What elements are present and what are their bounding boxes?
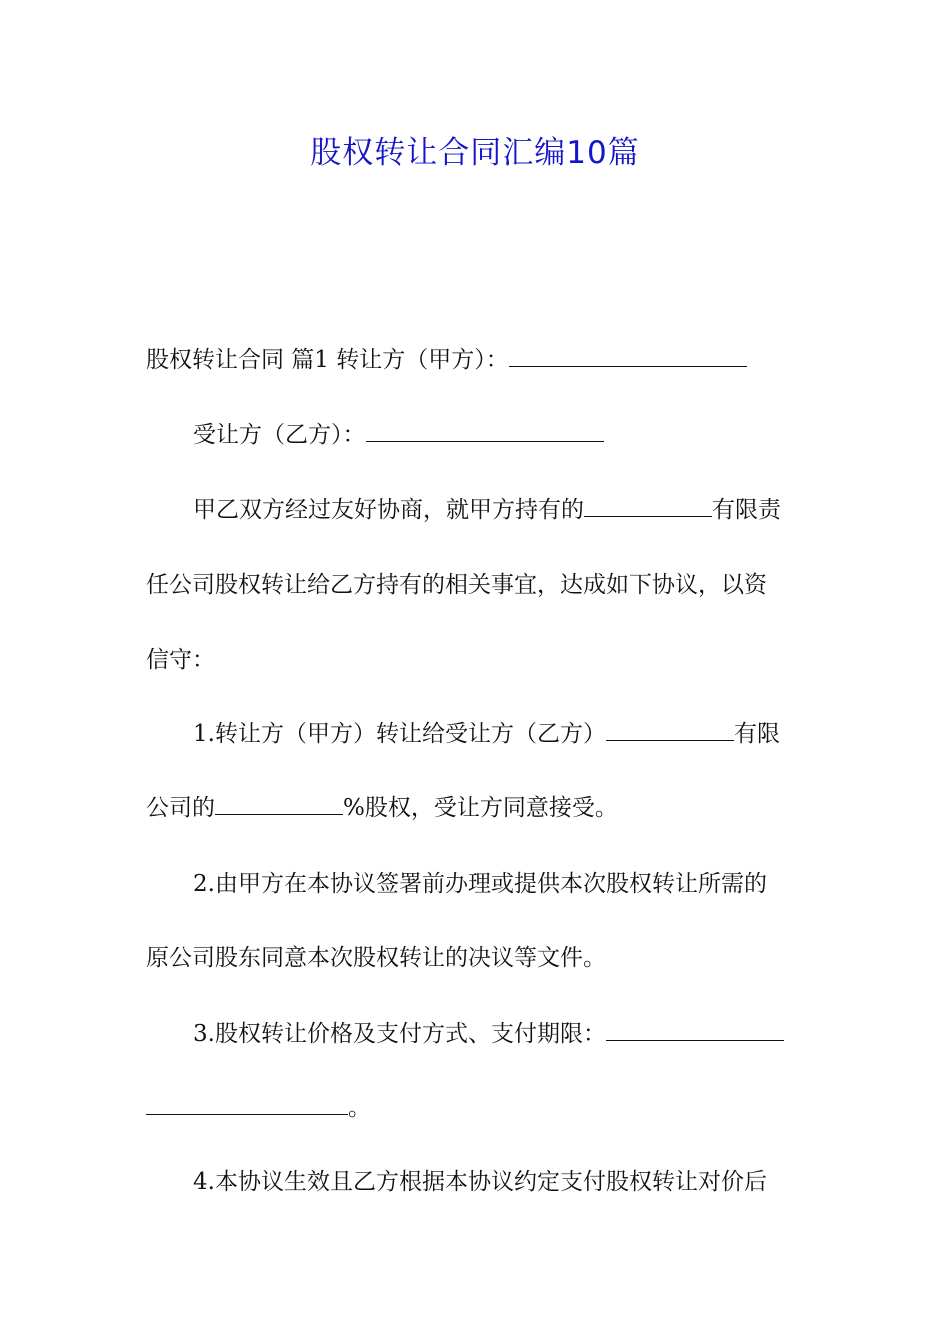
paragraph-line <box>193 490 853 530</box>
paragraph-line <box>193 1162 853 1202</box>
line-text: 1.转让方（甲方）转让给受让方（乙方） <box>193 721 606 747</box>
line-text: 甲乙双方经过友好协商，就甲方持有的 <box>193 497 584 523</box>
paragraph-line <box>193 415 853 455</box>
line-text: 2.由甲方在本协议签署前办理或提供本次股权转让所需的 <box>193 871 767 897</box>
paragraph-line <box>146 565 806 605</box>
fill-in-blank[interactable] <box>584 496 712 517</box>
paragraph-line <box>146 340 806 380</box>
line-text: 信守： <box>146 647 215 673</box>
fill-in-blank[interactable] <box>215 794 343 815</box>
line-text: 股权转让合同 篇1 转让方（甲方）： <box>146 347 509 373</box>
paragraph-line <box>146 938 806 978</box>
paragraph-line <box>146 788 806 828</box>
line-text: 有限责 <box>712 497 781 523</box>
line-text: 。 <box>348 1095 371 1121</box>
fill-in-blank[interactable] <box>366 421 604 442</box>
fill-in-blank[interactable] <box>606 1020 784 1041</box>
line-text: 有限 <box>733 721 780 747</box>
line-text: 任公司股权转让给乙方持有的相关事宜，达成如下协议，以资 <box>146 572 767 598</box>
line-text: %股权，受让方同意接受。 <box>343 795 618 821</box>
fill-in-blank[interactable] <box>509 346 747 367</box>
paragraph-line <box>193 714 853 754</box>
line-text: 原公司股东同意本次股权转让的决议等文件。 <box>146 945 606 971</box>
paragraph-line <box>193 1014 853 1054</box>
document-title: 股权转让合同汇编10篇 <box>310 135 640 171</box>
fill-in-blank[interactable] <box>606 720 734 741</box>
paragraph-line <box>146 640 806 680</box>
paragraph-line <box>146 1088 806 1128</box>
line-text: 公司的 <box>146 795 215 821</box>
line-text: 4.本协议生效且乙方根据本协议约定支付股权转让对价后 <box>193 1169 767 1195</box>
fill-in-blank[interactable] <box>146 1094 348 1115</box>
paragraph-line <box>193 864 853 904</box>
line-text: 3.股权转让价格及支付方式、支付期限： <box>193 1021 606 1047</box>
line-text: 受让方（乙方）： <box>193 422 366 448</box>
